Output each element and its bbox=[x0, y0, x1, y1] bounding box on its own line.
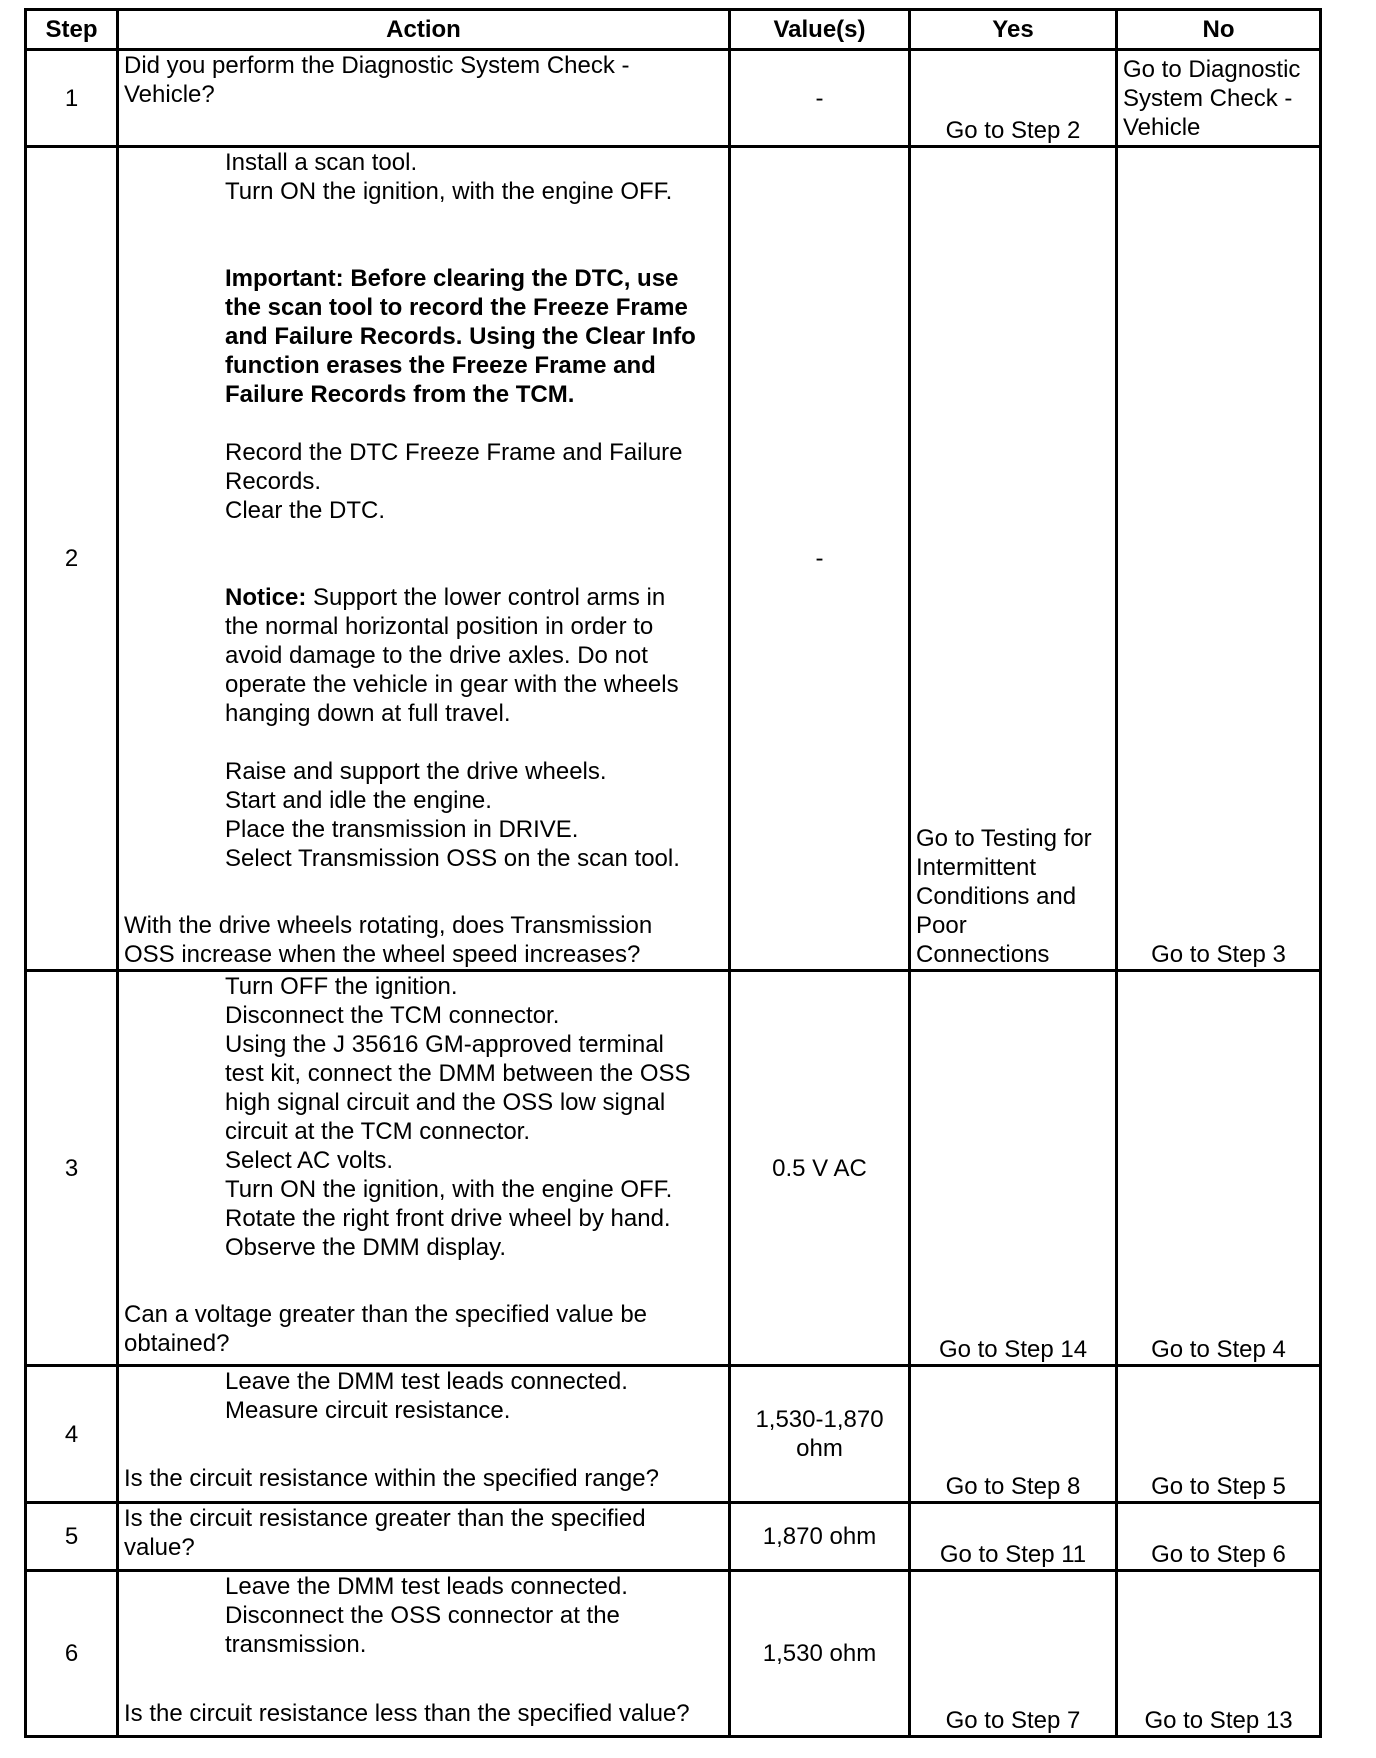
action-cell bbox=[118, 971, 730, 1366]
question-line: Is the circuit resistance less than the specified value? bbox=[124, 1700, 690, 1727]
instruction-line: Select Transmission OSS on the scan tool. bbox=[225, 845, 680, 872]
instruction-block bbox=[124, 148, 723, 873]
instruction-block bbox=[124, 1367, 723, 1425]
question-line: Is the circuit resistance within the specified range? bbox=[124, 1465, 659, 1492]
important-line: Failure Records from the TCM. bbox=[225, 381, 575, 408]
notice-line: the normal horizontal position in order to bbox=[225, 613, 654, 640]
question-line: Vehicle? bbox=[124, 81, 215, 108]
question-line: OSS increase when the wheel speed increases? bbox=[124, 941, 641, 968]
header-yes: Yes bbox=[910, 10, 1117, 50]
value-cell: 0.5 V AC bbox=[730, 971, 910, 1366]
yes-cell: Go to Step 8 bbox=[910, 1366, 1117, 1503]
table-row bbox=[26, 971, 1321, 1366]
no-cell: Go to Step 4 bbox=[1117, 971, 1321, 1366]
action-cell bbox=[118, 50, 730, 147]
instruction-block bbox=[124, 972, 723, 1262]
table-row bbox=[26, 1366, 1321, 1503]
instruction-line: Using the J 35616 GM-approved terminal bbox=[225, 1031, 664, 1058]
header-step: Step bbox=[26, 10, 118, 50]
yes-cell: Go to Step 2 bbox=[910, 50, 1117, 147]
instruction-line: transmission. bbox=[225, 1631, 367, 1658]
instruction-line: Measure circuit resistance. bbox=[225, 1397, 511, 1424]
value-line: ohm bbox=[796, 1435, 843, 1462]
instruction-line: circuit at the TCM connector. bbox=[225, 1118, 531, 1145]
important-note bbox=[225, 264, 723, 409]
value-line: 1,530-1,870 bbox=[755, 1406, 884, 1433]
no-line: Go to Diagnostic bbox=[1123, 56, 1301, 83]
action-cell bbox=[118, 147, 730, 971]
header-row bbox=[26, 10, 1321, 50]
instruction-line: Leave the DMM test leads connected. bbox=[225, 1573, 628, 1600]
value-cell: 1,870 ohm bbox=[730, 1503, 910, 1571]
important-line: and Failure Records. Using the Clear Info bbox=[225, 323, 696, 350]
instruction-line: Turn ON the ignition, with the engine OFF. bbox=[225, 1176, 673, 1203]
step-number: 1 bbox=[26, 50, 118, 147]
instruction-line: Start and idle the engine. bbox=[225, 787, 492, 814]
instruction-line: Install a scan tool. bbox=[225, 149, 418, 176]
instruction-line: Records. bbox=[225, 468, 322, 495]
notice-label: Notice: bbox=[225, 584, 307, 611]
question-line: value? bbox=[124, 1534, 195, 1561]
instruction-line: Turn OFF the ignition. bbox=[225, 973, 458, 1000]
header-values: Value(s) bbox=[730, 10, 910, 50]
question-line: Is the circuit resistance greater than the specified bbox=[124, 1505, 646, 1532]
step-number: 4 bbox=[26, 1366, 118, 1503]
instruction-line: Raise and support the drive wheels. bbox=[225, 758, 607, 785]
value-cell: - bbox=[730, 147, 910, 971]
question-line: Can a voltage greater than the specified value be bbox=[124, 1301, 648, 1328]
no-cell: Go to Step 5 bbox=[1117, 1366, 1321, 1503]
value-cell: - bbox=[730, 50, 910, 147]
yes-cell: Go to Step 7 bbox=[910, 1571, 1117, 1737]
yes-line: Intermittent bbox=[916, 854, 1037, 881]
question-line: Did you perform the Diagnostic System Check - bbox=[124, 52, 630, 79]
instruction-block bbox=[124, 1572, 723, 1659]
notice-line: operate the vehicle in gear with the wheels bbox=[225, 671, 679, 698]
no-cell: Go to Step 3 bbox=[1117, 147, 1321, 971]
yes-line: Go to Testing for bbox=[916, 825, 1092, 852]
step-number: 2 bbox=[26, 147, 118, 971]
table-row bbox=[26, 1503, 1321, 1571]
table-row bbox=[26, 147, 1321, 971]
no-cell bbox=[1117, 50, 1321, 147]
instruction-line: Disconnect the OSS connector at the bbox=[225, 1602, 620, 1629]
no-cell: Go to Step 6 bbox=[1117, 1503, 1321, 1571]
value-cell: 1,530 ohm bbox=[730, 1571, 910, 1737]
yes-line: Conditions and bbox=[916, 883, 1077, 910]
yes-line: Poor bbox=[916, 912, 967, 939]
notice-line: Support the lower control arms in bbox=[306, 584, 666, 611]
instruction-line: high signal circuit and the OSS low signal bbox=[225, 1089, 666, 1116]
step-number: 3 bbox=[26, 971, 118, 1366]
action-cell bbox=[118, 1503, 730, 1571]
question-line: obtained? bbox=[124, 1330, 230, 1357]
important-line: function erases the Freeze Frame and bbox=[225, 352, 656, 379]
value-cell bbox=[730, 1366, 910, 1503]
instruction-line: Record the DTC Freeze Frame and Failure bbox=[225, 439, 683, 466]
no-line: System Check - bbox=[1123, 85, 1293, 112]
important-line: Important: Before clearing the DTC, use bbox=[225, 265, 679, 292]
instruction-line: test kit, connect the DMM between the OSS bbox=[225, 1060, 691, 1087]
instruction-line: Select AC volts. bbox=[225, 1147, 394, 1174]
yes-line: Connections bbox=[916, 941, 1050, 968]
instruction-line: Disconnect the TCM connector. bbox=[225, 1002, 560, 1029]
no-cell: Go to Step 13 bbox=[1117, 1571, 1321, 1737]
notice-line: avoid damage to the drive axles. Do not bbox=[225, 642, 648, 669]
instruction-line: Place the transmission in DRIVE. bbox=[225, 816, 579, 843]
action-cell bbox=[118, 1366, 730, 1503]
instruction-line: Rotate the right front drive wheel by hand. bbox=[225, 1205, 671, 1232]
question-line: With the drive wheels rotating, does Transmission bbox=[124, 912, 653, 939]
diagnostic-table bbox=[24, 8, 1322, 1738]
yes-cell: Go to Step 14 bbox=[910, 971, 1117, 1366]
notice-note bbox=[225, 583, 723, 728]
no-line: Vehicle bbox=[1123, 114, 1201, 141]
header-no: No bbox=[1117, 10, 1321, 50]
table-row bbox=[26, 1571, 1321, 1737]
instruction-line: Clear the DTC. bbox=[225, 497, 386, 524]
step-number: 5 bbox=[26, 1503, 118, 1571]
action-cell bbox=[118, 1571, 730, 1737]
table-row bbox=[26, 50, 1321, 147]
yes-cell bbox=[910, 147, 1117, 971]
instruction-line: Turn ON the ignition, with the engine OFF. bbox=[225, 178, 673, 205]
important-line: the scan tool to record the Freeze Frame bbox=[225, 294, 688, 321]
header-action: Action bbox=[118, 10, 730, 50]
instruction-line: Leave the DMM test leads connected. bbox=[225, 1368, 628, 1395]
yes-cell: Go to Step 11 bbox=[910, 1503, 1117, 1571]
notice-line: hanging down at full travel. bbox=[225, 700, 511, 727]
instruction-line: Observe the DMM display. bbox=[225, 1234, 506, 1261]
step-number: 6 bbox=[26, 1571, 118, 1737]
